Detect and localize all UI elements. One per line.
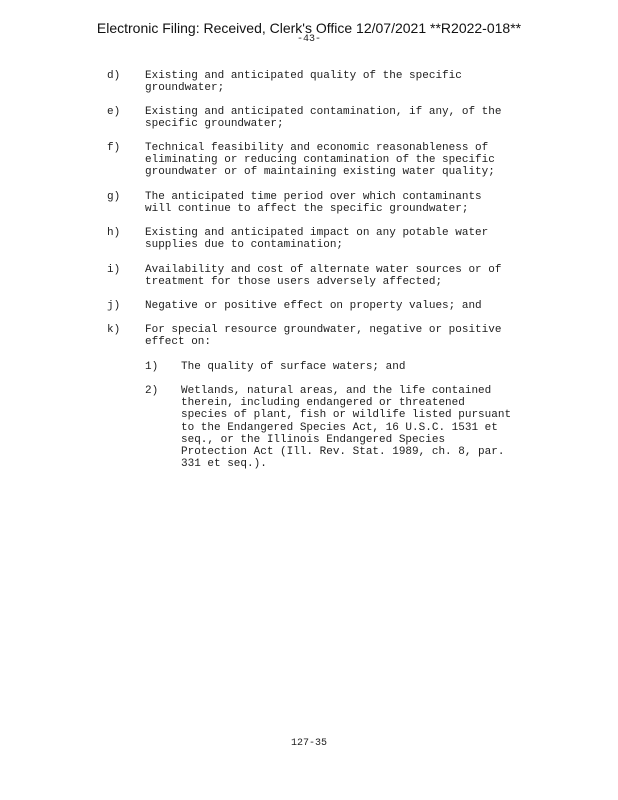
item-label: h) [107,227,121,239]
page-code-footer: 127-35 [290,738,327,749]
item-text: The anticipated time period over which contaminants will continue to affect the specific groundwater; [145,191,482,216]
sub-item-text: Wetlands, natural areas, and the life contained therein, including endangered or threatened species of plant, fish or wildlife listed pursuant to the Endangered Species Act, 16 U.S.C. 1531 et seq., or the Illinois Endangered Species Protection Act (Ill. Rev. Stat. 1989, ch. 8, par. 331 et seq.). [181,385,512,471]
item-label: i) [107,264,121,276]
page-number-top: -43- [296,34,321,45]
item-text: Existing and anticipated quality of the specific groundwater; [145,70,462,95]
sub-item-label: 2) [145,385,159,397]
item-label: f) [107,142,121,154]
sub-item-text: The quality of surface waters; and [181,361,406,373]
item-text: Availability and cost of alternate water sources or of treatment for those users adversely affected; [145,264,502,289]
item-text: Existing and anticipated contamination, if any, of the specific groundwater; [145,106,502,131]
item-text: Technical feasibility and economic reasonableness of eliminating or reducing contamination of the specific groundwater or of maintaining existing water quality; [145,142,495,179]
item-text: For special resource groundwater, negative or positive effect on: [145,324,502,349]
item-text: Existing and anticipated impact on any potable water supplies due to contamination; [145,227,489,252]
item-label: j) [107,300,121,312]
item-label: e) [107,106,121,118]
item-text: Negative or positive effect on property values; and [145,300,482,312]
item-label: k) [107,324,121,336]
item-label: g) [107,191,121,203]
item-label: d) [107,70,121,82]
filing-stamp-header: Electronic Filing: Received, Clerk's Office 12/07/2021 **R2022-018** [96,20,522,36]
sub-item-label: 1) [145,361,159,373]
